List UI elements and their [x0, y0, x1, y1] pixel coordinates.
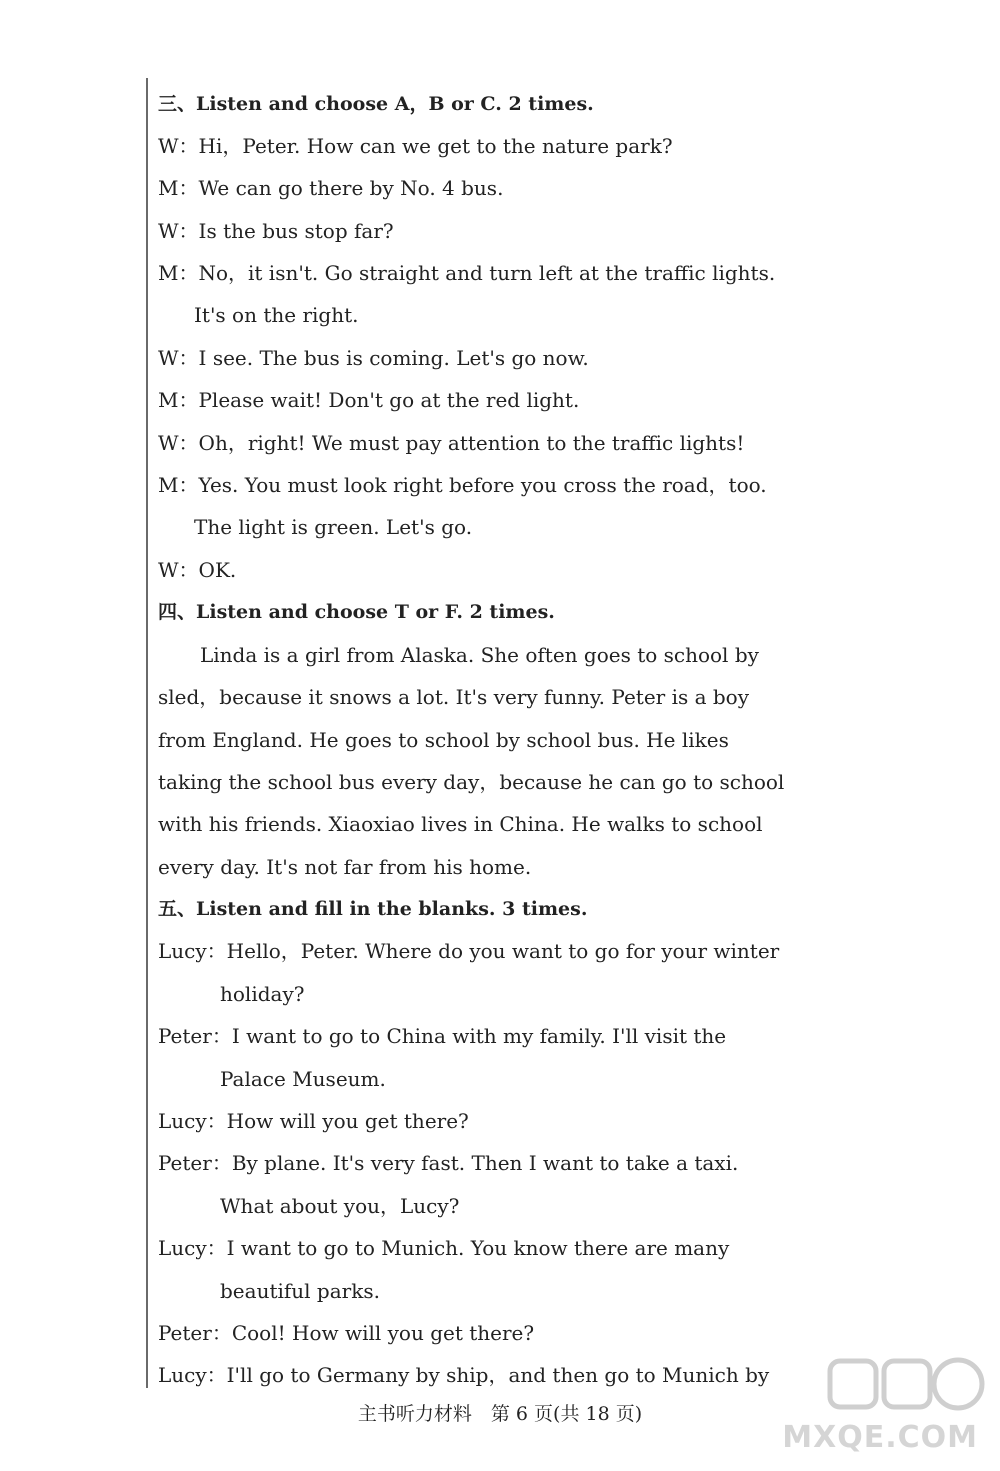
dialogue-line: Peter：By plane. It's very fast. Then I want to take a taxi.	[158, 1151, 739, 1175]
section-4-heading: 四、Listen and choose T or F. 2 times.	[158, 601, 555, 623]
paragraph-line: sled，because it snows a lot. It's very funny. Peter is a boy	[158, 685, 750, 709]
dialogue-line: W：Oh，right! We must pay attention to the traffic lights!	[158, 431, 745, 455]
dialogue-continuation: beautiful parks.	[220, 1279, 380, 1303]
section-5-heading: 五、Listen and fill in the blanks. 3 times.	[158, 898, 588, 920]
dialogue-continuation: Palace Museum.	[220, 1067, 386, 1091]
watermark-logo	[782, 1351, 992, 1461]
section-3-heading: 三、Listen and choose A，B or C. 2 times.	[158, 93, 594, 115]
page-footer: 主书听力材料 第 6 页(共 18 页)	[357, 1403, 643, 1425]
dialogue-line: M：Please wait! Don't go at the red light.	[158, 388, 580, 412]
dialogue-line: W：Is the bus stop far?	[158, 219, 394, 243]
paragraph-line: every day. It's not far from his home.	[158, 855, 532, 879]
dialogue-continuation: What about you，Lucy?	[220, 1194, 460, 1218]
dialogue-line: W：I see. The bus is coming. Let's go now.	[158, 346, 589, 370]
dialogue-line: Peter：I want to go to China with my family. I'll visit the	[158, 1024, 727, 1048]
paragraph-line: from England. He goes to school by school bus. He likes	[158, 728, 729, 752]
dialogue-line: W：OK.	[158, 558, 237, 582]
dialogue-continuation: It's on the right.	[194, 303, 359, 327]
watermark-text: MXQE.COM	[782, 1420, 978, 1455]
paragraph-line: Linda is a girl from Alaska. She often goes to school by	[200, 643, 759, 667]
dialogue-line: W：Hi，Peter. How can we get to the nature park?	[158, 134, 673, 158]
dialogue-continuation: holiday?	[220, 982, 305, 1006]
paragraph-line: with his friends. Xiaoxiao lives in China. He walks to school	[158, 812, 763, 836]
dialogue-line: M：No，it isn't. Go straight and turn left at the traffic lights.	[158, 261, 776, 285]
dialogue-line: M：We can go there by No. 4 bus.	[158, 176, 504, 200]
dialogue-continuation: The light is green. Let's go.	[194, 515, 473, 539]
paragraph-line: taking the school bus every day，because he can go to school	[158, 770, 785, 794]
dialogue-line: Lucy：I want to go to Munich. You know there are many	[158, 1236, 730, 1260]
dialogue-line: Lucy：I'll go to Germany by ship，and then go to Munich by	[158, 1363, 770, 1387]
margin-rule	[146, 78, 148, 1388]
dialogue-line: Lucy：Hello，Peter. Where do you want to go for your winter	[158, 939, 780, 963]
dialogue-line: Peter：Cool! How will you get there?	[158, 1321, 535, 1345]
dialogue-line: M：Yes. You must look right before you cross the road，too.	[158, 473, 767, 497]
dialogue-line: Lucy：How will you get there?	[158, 1109, 469, 1133]
